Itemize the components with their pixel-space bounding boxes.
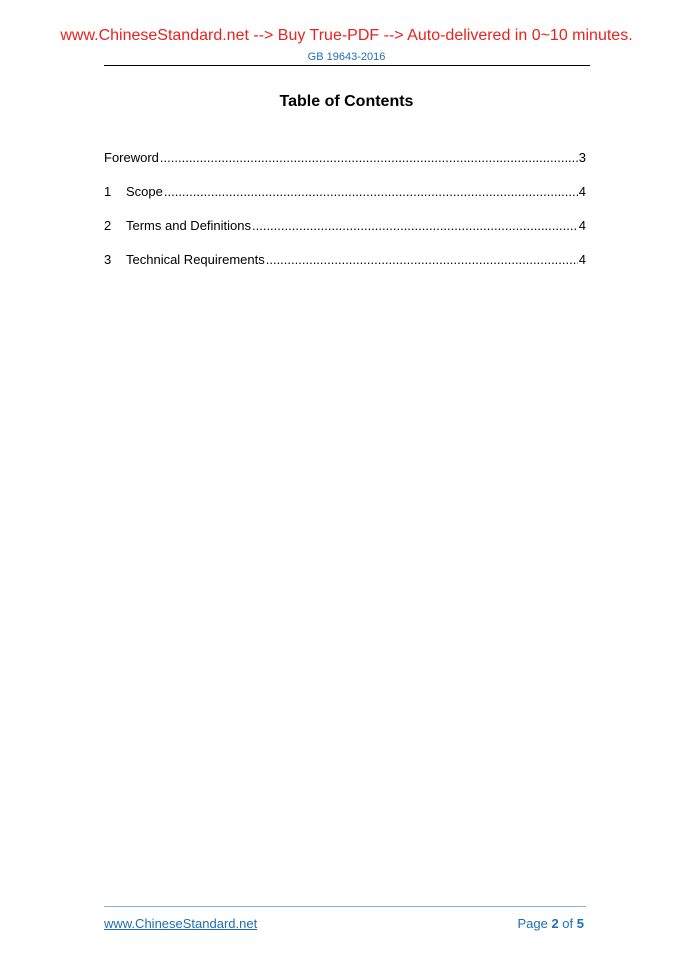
standard-code: GB 19643-2016 [307,51,386,63]
header-divider [104,65,590,66]
toc-entry-page: 4 [578,218,586,233]
footer-divider [104,906,586,907]
page-prefix: Page [517,916,548,931]
footer-website-link[interactable]: www.ChineseStandard.net [104,916,258,931]
page-indicator [517,916,584,931]
toc-entry-text: Foreword [104,150,159,165]
toc-leader-dots [164,184,578,199]
toc-entry-text: Terms and Definitions [126,218,251,233]
toc-entry-foreword[interactable] [104,150,586,184]
toc-entry-page: 4 [578,252,586,267]
toc-leader-dots [160,150,578,165]
toc-title: Table of Contents [279,93,414,110]
toc-entry-page: 3 [578,150,586,165]
toc-entry-scope[interactable] [104,184,586,218]
toc-leader-dots [252,218,578,233]
table-of-contents [104,150,586,286]
toc-leader-dots [266,252,578,267]
toc-entry-terms-and-definitions[interactable] [104,218,586,252]
current-page-number: 2 [551,916,559,931]
toc-entry-text: Scope [126,184,163,199]
toc-entry-number: 3 [104,252,112,267]
toc-entry-number: 2 [104,218,112,233]
toc-entry-page: 4 [578,184,586,199]
toc-entry-text: Technical Requirements [126,252,265,267]
page-separator: of [562,916,574,931]
total-pages-number: 5 [576,916,584,931]
purchase-banner[interactable]: www.ChineseStandard.net --> Buy True-PDF --> Auto-delivered in 0~10 minutes. [60,27,633,44]
toc-entry-number: 1 [104,184,112,199]
toc-entry-technical-requirements[interactable] [104,252,586,286]
